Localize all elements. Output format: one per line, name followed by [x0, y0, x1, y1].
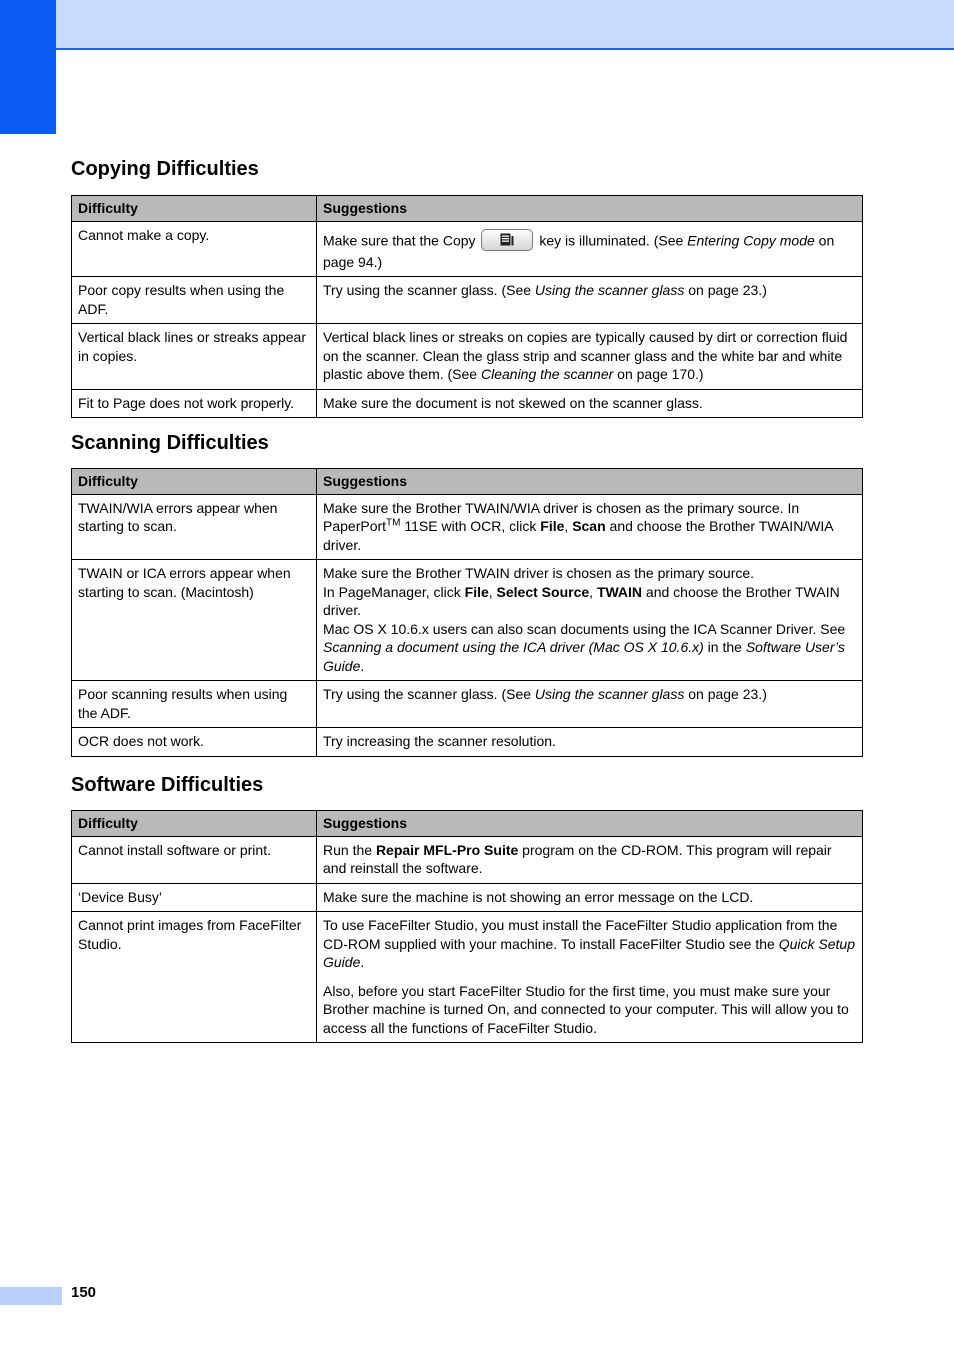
- section-title-scanning: Scanning Difficulties: [71, 432, 269, 454]
- difficulty-cell: Fit to Page does not work properly.: [72, 389, 317, 418]
- table-row: [72, 389, 863, 418]
- difficulty-cell: Cannot make a copy.: [72, 221, 317, 277]
- header-band: [56, 0, 954, 50]
- header-difficulty: Difficulty: [72, 196, 317, 222]
- suggestion-cell: Make sure the Brother TWAIN/WIA driver is chosen as the primary source. In PaperPort™ 11SE with OCR, click File, Scan and choose the Brother TWAIN/WIA driver.: [317, 494, 863, 560]
- difficulty-cell: Vertical black lines or streaks appear in copies.: [72, 324, 317, 390]
- difficulty-cell: Poor copy results when using the ADF.: [72, 277, 317, 324]
- table-row: [72, 494, 863, 560]
- table-header-row: [72, 811, 863, 837]
- suggestion-cell: Try increasing the scanner resolution.: [317, 728, 863, 757]
- suggestion-cell: Make sure the machine is not showing an error message on the LCD.: [317, 883, 863, 912]
- difficulty-cell: Poor scanning results when using the ADF.: [72, 681, 317, 728]
- footer-tab: [0, 1287, 62, 1305]
- page-number: 150: [71, 1284, 97, 1301]
- header-difficulty: Difficulty: [72, 811, 317, 837]
- table-row: [72, 912, 863, 1043]
- table-row: [72, 560, 863, 681]
- copy-key-icon: [481, 229, 533, 251]
- table-header-row: [72, 469, 863, 495]
- difficulty-cell: Cannot print images from FaceFilter Studio.: [72, 912, 317, 1043]
- suggestion-cell: Vertical black lines or streaks on copies are typically caused by dirt or correction fluid on the scanner. Clean the glass strip and scanner glass and the white bar and white plastic above them. (See Cleaning the scanner on page 170.): [317, 324, 863, 390]
- chapter-tab: [0, 0, 56, 134]
- header-suggestions: Suggestions: [317, 469, 863, 495]
- difficulty-cell: Cannot install software or print.: [72, 836, 317, 883]
- suggestion-cell: Make sure the Brother TWAIN driver is chosen as the primary source. In PageManager, click File, Select Source, TWAIN and choose the Brother TWAIN driver. Mac OS X 10.6.x users can also scan documents using the ICA Scanner Driver. See Scanning a document using the ICA driver (Mac OS X 10.6.x) in the Software User’s Guide.: [317, 560, 863, 681]
- table-row: [72, 883, 863, 912]
- software-table: [71, 810, 863, 1043]
- suggestion-cell: Run the Repair MFL-Pro Suite program on the CD-ROM. This program will repair and reinstall the software.: [317, 836, 863, 883]
- suggestion-cell: Try using the scanner glass. (See Using the scanner glass on page 23.): [317, 277, 863, 324]
- table-row: [72, 324, 863, 390]
- difficulty-cell: ‘Device Busy’: [72, 883, 317, 912]
- header-suggestions: Suggestions: [317, 811, 863, 837]
- suggestion-cell: Try using the scanner glass. (See Using the scanner glass on page 23.): [317, 681, 863, 728]
- difficulty-cell: OCR does not work.: [72, 728, 317, 757]
- section-title-software: Software Difficulties: [71, 774, 264, 796]
- header-suggestions: Suggestions: [317, 196, 863, 222]
- table-row: [72, 681, 863, 728]
- copying-table: [71, 195, 863, 418]
- suggestion-cell: To use FaceFilter Studio, you must install the FaceFilter Studio application from the CD-ROM supplied with your machine. To install FaceFilter Studio see the Quick Setup Guide. Also, before you start FaceFilter Studio for the first time, you must make sure your Brother machine is turned On, and connected to your computer. This will allow you to access all the functions of FaceFilter Studio.: [317, 912, 863, 1043]
- table-row: [72, 221, 863, 277]
- difficulty-cell: TWAIN/WIA errors appear when starting to scan.: [72, 494, 317, 560]
- table-row: [72, 836, 863, 883]
- table-header-row: [72, 196, 863, 222]
- table-row: [72, 728, 863, 757]
- header-difficulty: Difficulty: [72, 469, 317, 495]
- scanning-table: [71, 468, 863, 757]
- section-title-copying: Copying Difficulties: [71, 158, 259, 180]
- suggestion-cell: Make sure the document is not skewed on the scanner glass.: [317, 389, 863, 418]
- table-row: [72, 277, 863, 324]
- difficulty-cell: TWAIN or ICA errors appear when starting to scan. (Macintosh): [72, 560, 317, 681]
- suggestion-cell: Make sure that the Copy key is illuminated. (See Entering Copy mode on page 94.): [317, 221, 863, 277]
